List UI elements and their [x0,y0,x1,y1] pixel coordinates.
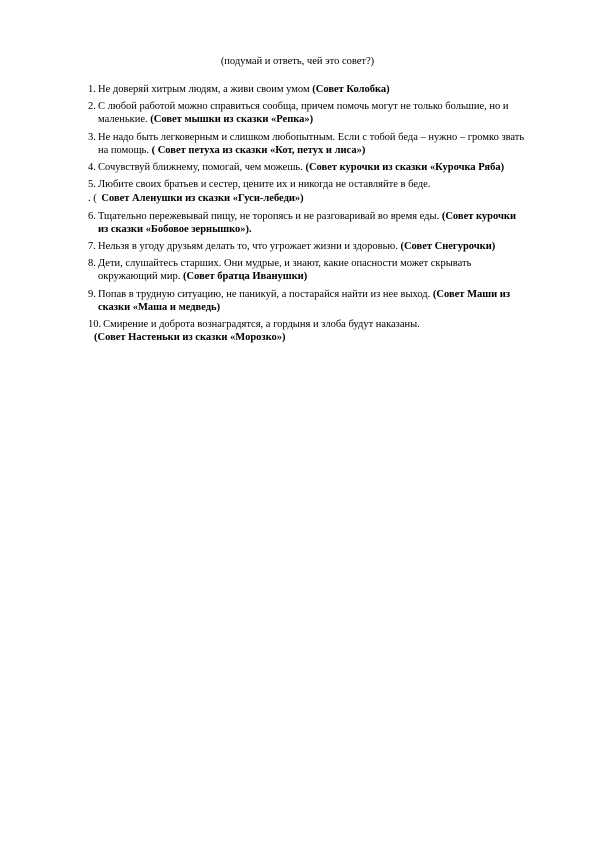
list-item [88,131,528,157]
item-text: Дети, слушайтесь старших. Они мудрые, и знают, какие опасности может скрывать окружающий мир. [98,258,472,283]
item-advice: (Совет Колобка) [312,84,390,95]
item-advice: (Совет Маши из сказки «Маша и медведь) [98,288,511,313]
item-advice: Совет Аленушки из сказки «Гуси-лебеди») [101,193,304,205]
item-number: 3. [88,131,96,143]
item-text: Не надо быть легковерным и слишком любопытным. Если с тобой беда – нужно – громко звать на помощь. [98,131,525,156]
item-text: Смирение и доброта вознаградятся, а гордыня и злоба будут наказаны. [103,319,420,331]
list-item [88,288,528,314]
item-number: 2. [88,101,96,113]
list-item [88,318,528,344]
page-title: (подумай и ответь, чей это совет?) [220,56,375,67]
item-number: 5. [88,179,96,191]
item-number: 8. [88,258,96,270]
item-number: . ( [88,193,97,205]
item-text: Любите своих братьев и сестер, цените их и никогда не оставляйте в беде. [98,179,431,191]
list-item [88,240,528,253]
item-number: 10. [88,319,102,331]
item-number: 6. [88,210,96,222]
item-text: Тщательно пережевывай пищу, не торопясь и не разговаривай во время еды. [98,210,440,222]
item-advice: (Совет братца Иванушки) [183,271,308,283]
list-item [88,210,528,236]
list-item [88,178,528,191]
item-advice: (Совет мышки из сказки «Репка») [150,114,314,126]
list-item [88,192,528,205]
advice-list [88,83,528,348]
item-advice: (Совет курочки из сказки «Курочка Ряба) [305,162,505,174]
list-item [88,257,528,283]
item-text: Сочувствуй ближнему, помогай, чем можешь. [98,162,303,174]
list-item [88,100,528,126]
item-number: 9. [88,288,96,300]
item-advice: (Совет курочки из сказки «Бобовое зернышко»). [98,210,517,235]
item-number: 4. [88,162,96,174]
item-advice: (Совет Настеньки из сказки «Морозко») [94,332,286,344]
item-text: Не доверяй хитрым людям, а живи своим умом [98,84,310,95]
list-item [88,161,528,174]
item-advice: ( Совет петуха из сказки «Кот, петух и лиса») [151,144,366,156]
item-text: Попав в трудную ситуацию, не паникуй, а постарайся найти из нее выход. [98,288,431,300]
item-text: Нельзя в угоду друзьям делать то, что угрожает жизни и здоровью. [98,241,398,253]
item-number: 1. [88,84,96,95]
item-advice: (Совет Снегурочки) [400,241,496,253]
list-item [88,83,528,96]
item-number: 7. [88,241,96,253]
item-text: С любой работой можно справиться сообща, причем помочь могут не только большие, но и маленькие. [98,101,509,126]
